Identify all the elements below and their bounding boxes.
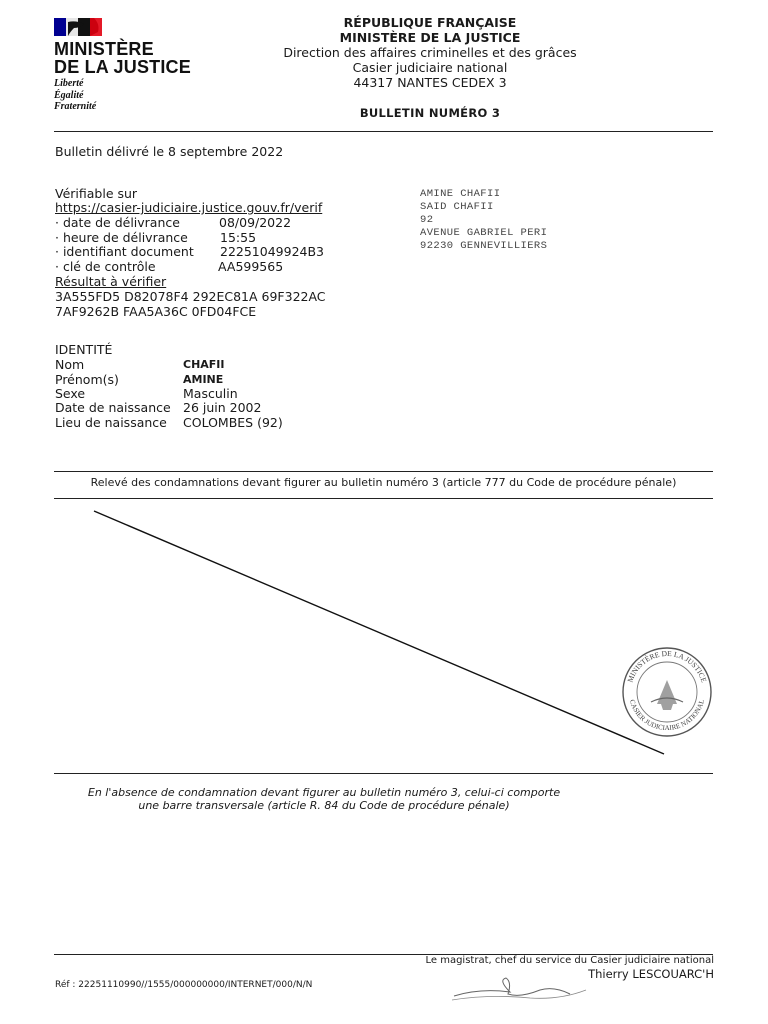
header-service: Casier judiciaire national — [352, 60, 508, 75]
address-line-1: AMINE CHAFII — [420, 188, 501, 200]
official-seal — [621, 646, 713, 738]
header-ministry: MINISTÈRE DE LA JUSTICE — [339, 30, 521, 45]
header-republic: RÉPUBLIQUE FRANÇAISE — [343, 15, 517, 30]
identity-label: Lieu de naissance — [55, 415, 167, 430]
address-line-3: 92 — [420, 214, 434, 226]
bulletin-title: BULLETIN NUMÉRO 3 — [359, 106, 501, 120]
identity-value: Masculin — [183, 386, 238, 401]
field-value: 08/09/2022 — [219, 215, 292, 230]
result-label: Résultat à vérifier — [55, 274, 167, 289]
result-line-2: 7AF9262B FAA5A36C 0FD04FCE — [55, 304, 257, 319]
note-rule — [54, 773, 713, 774]
transversal-line — [94, 511, 664, 754]
devise-liberte: Liberté — [54, 78, 84, 89]
signature-role: Le magistrat, chef du service du Casier judiciaire national — [425, 955, 714, 966]
note-line-1: En l'absence de condamnation devant figurer au bulletin numéro 3, celui-ci comporte — [87, 786, 561, 799]
identity-label: Date de naissance — [55, 400, 171, 415]
field-value: AA599565 — [218, 259, 284, 274]
document-reference: Réf : 22251110990//1555/000000000/INTERNET/000/N/N — [55, 980, 313, 990]
devise-egalite: Égalité — [54, 89, 84, 101]
svg-text:CASIER JUDICIAIRE NATIONAL: CASIER JUDICIAIRE NATIONAL — [627, 698, 707, 732]
identity-label: Nom — [55, 357, 85, 372]
identity-label: Prénom(s) — [55, 372, 119, 387]
header-direction: Direction des affaires criminelles et des grâces — [283, 45, 577, 60]
seal-icon — [621, 646, 713, 738]
convictions-heading: Relevé des condamnations devant figurer au bulletin numéro 3 (article 777 du Code de procédure pénale) — [90, 476, 677, 489]
field-label: · heure de délivrance — [55, 230, 188, 245]
address-line-2: SAID CHAFII — [420, 201, 494, 213]
header-address: 44317 NANTES CEDEX 3 — [353, 75, 507, 90]
identity-value: AMINE — [183, 373, 224, 386]
identity-value: COLOMBES (92) — [183, 415, 283, 430]
verify-label: Vérifiable sur — [55, 186, 138, 201]
devise-fraternite: Fraternité — [54, 101, 97, 112]
address-line-5: 92230 GENNEVILLIERS — [420, 240, 548, 252]
verify-link[interactable]: https://casier-judiciaire.justice.gouv.fr/verif — [55, 200, 323, 215]
field-label: · clé de contrôle — [55, 259, 156, 274]
result-line-1: 3A555FD5 D82078F4 292EC81A 69F322AC — [55, 289, 326, 304]
identity-heading: IDENTITÉ — [55, 342, 113, 357]
address-line-4: AVENUE GABRIEL PERI — [420, 227, 548, 239]
absence-note — [54, 786, 594, 812]
field-value: 22251049924B3 — [220, 244, 325, 259]
identity-value: CHAFII — [183, 358, 225, 371]
logo-title-line-1: MINISTÈRE — [54, 39, 154, 59]
signature-name: Thierry LESCOUARC'H — [588, 967, 714, 981]
identity-label: Sexe — [55, 386, 86, 401]
field-value: 15:55 — [220, 230, 257, 245]
issued-date: Bulletin délivré le 8 septembre 2022 — [55, 144, 284, 159]
field-label: · date de délivrance — [55, 215, 180, 230]
logo-title-line-2: DE LA JUSTICE — [54, 57, 191, 77]
identity-value: 26 juin 2002 — [183, 400, 262, 415]
note-line-2: une barre transversale (article R. 84 du Code de procédure pénale) — [138, 799, 510, 812]
field-label: · identifiant document — [55, 244, 194, 259]
svg-text:MINISTÈRE DE LA JUSTICE: MINISTÈRE DE LA JUSTICE — [625, 648, 709, 684]
handwritten-signature — [450, 972, 590, 1006]
